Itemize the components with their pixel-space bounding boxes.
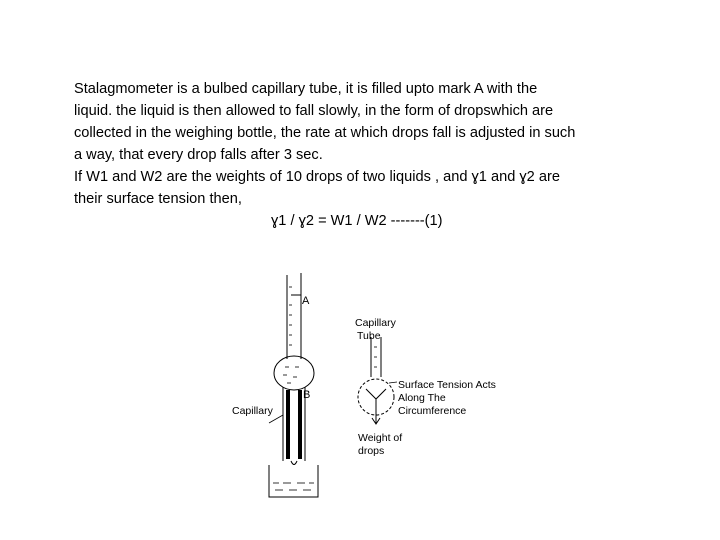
text-line-5: If W1 and W2 are the weights of 10 drops of two liquids , and ɣ1 and ɣ2 are — [74, 169, 560, 185]
text-line-6: their surface tension then, — [74, 191, 242, 207]
text-line-4: a way, that every drop falls after 3 sec. — [74, 147, 323, 163]
text-line-3: collected in the weighing bottle, the rate at which drops fall is adjusted in such — [74, 125, 576, 141]
stalagmometer-diagram — [225, 265, 525, 505]
text-line-1: Stalagmometer is a bulbed capillary tube, it is filled upto mark A with the — [74, 81, 538, 97]
surface-tension-formula: ɣ1 / ɣ2 = W1 / W2 -------(1) — [271, 213, 443, 229]
drop-detail — [358, 337, 397, 424]
stem-graduations — [289, 287, 292, 345]
label-a: A — [302, 295, 310, 307]
description-text — [74, 78, 674, 232]
falling-drop — [291, 461, 297, 465]
label-surface-tension-line1: Surface Tension Acts — [398, 379, 496, 391]
bottle-liquid — [273, 483, 314, 490]
label-surface-tension-line3: Circumference — [398, 405, 467, 417]
label-weight-line1: Weight of — [358, 432, 403, 444]
label-capillary: Capillary — [232, 405, 273, 417]
bulb-dashes — [283, 367, 299, 383]
label-b: B — [303, 389, 311, 401]
surface-tension-pointer — [389, 382, 397, 383]
stalagmometer — [269, 273, 318, 497]
label-capillary-tube-line1: Capillary — [355, 317, 396, 329]
text-line-2: liquid. the liquid is then allowed to fall slowly, in the form of dropswhich are — [74, 103, 554, 119]
label-capillary-tube-line2: Tube — [357, 330, 381, 342]
bulb — [274, 356, 314, 390]
surface-tension-arrows — [366, 389, 386, 399]
label-surface-tension-line2: Along The — [398, 392, 446, 404]
label-weight-line2: drops — [358, 445, 385, 457]
weighing-bottle — [269, 465, 318, 497]
